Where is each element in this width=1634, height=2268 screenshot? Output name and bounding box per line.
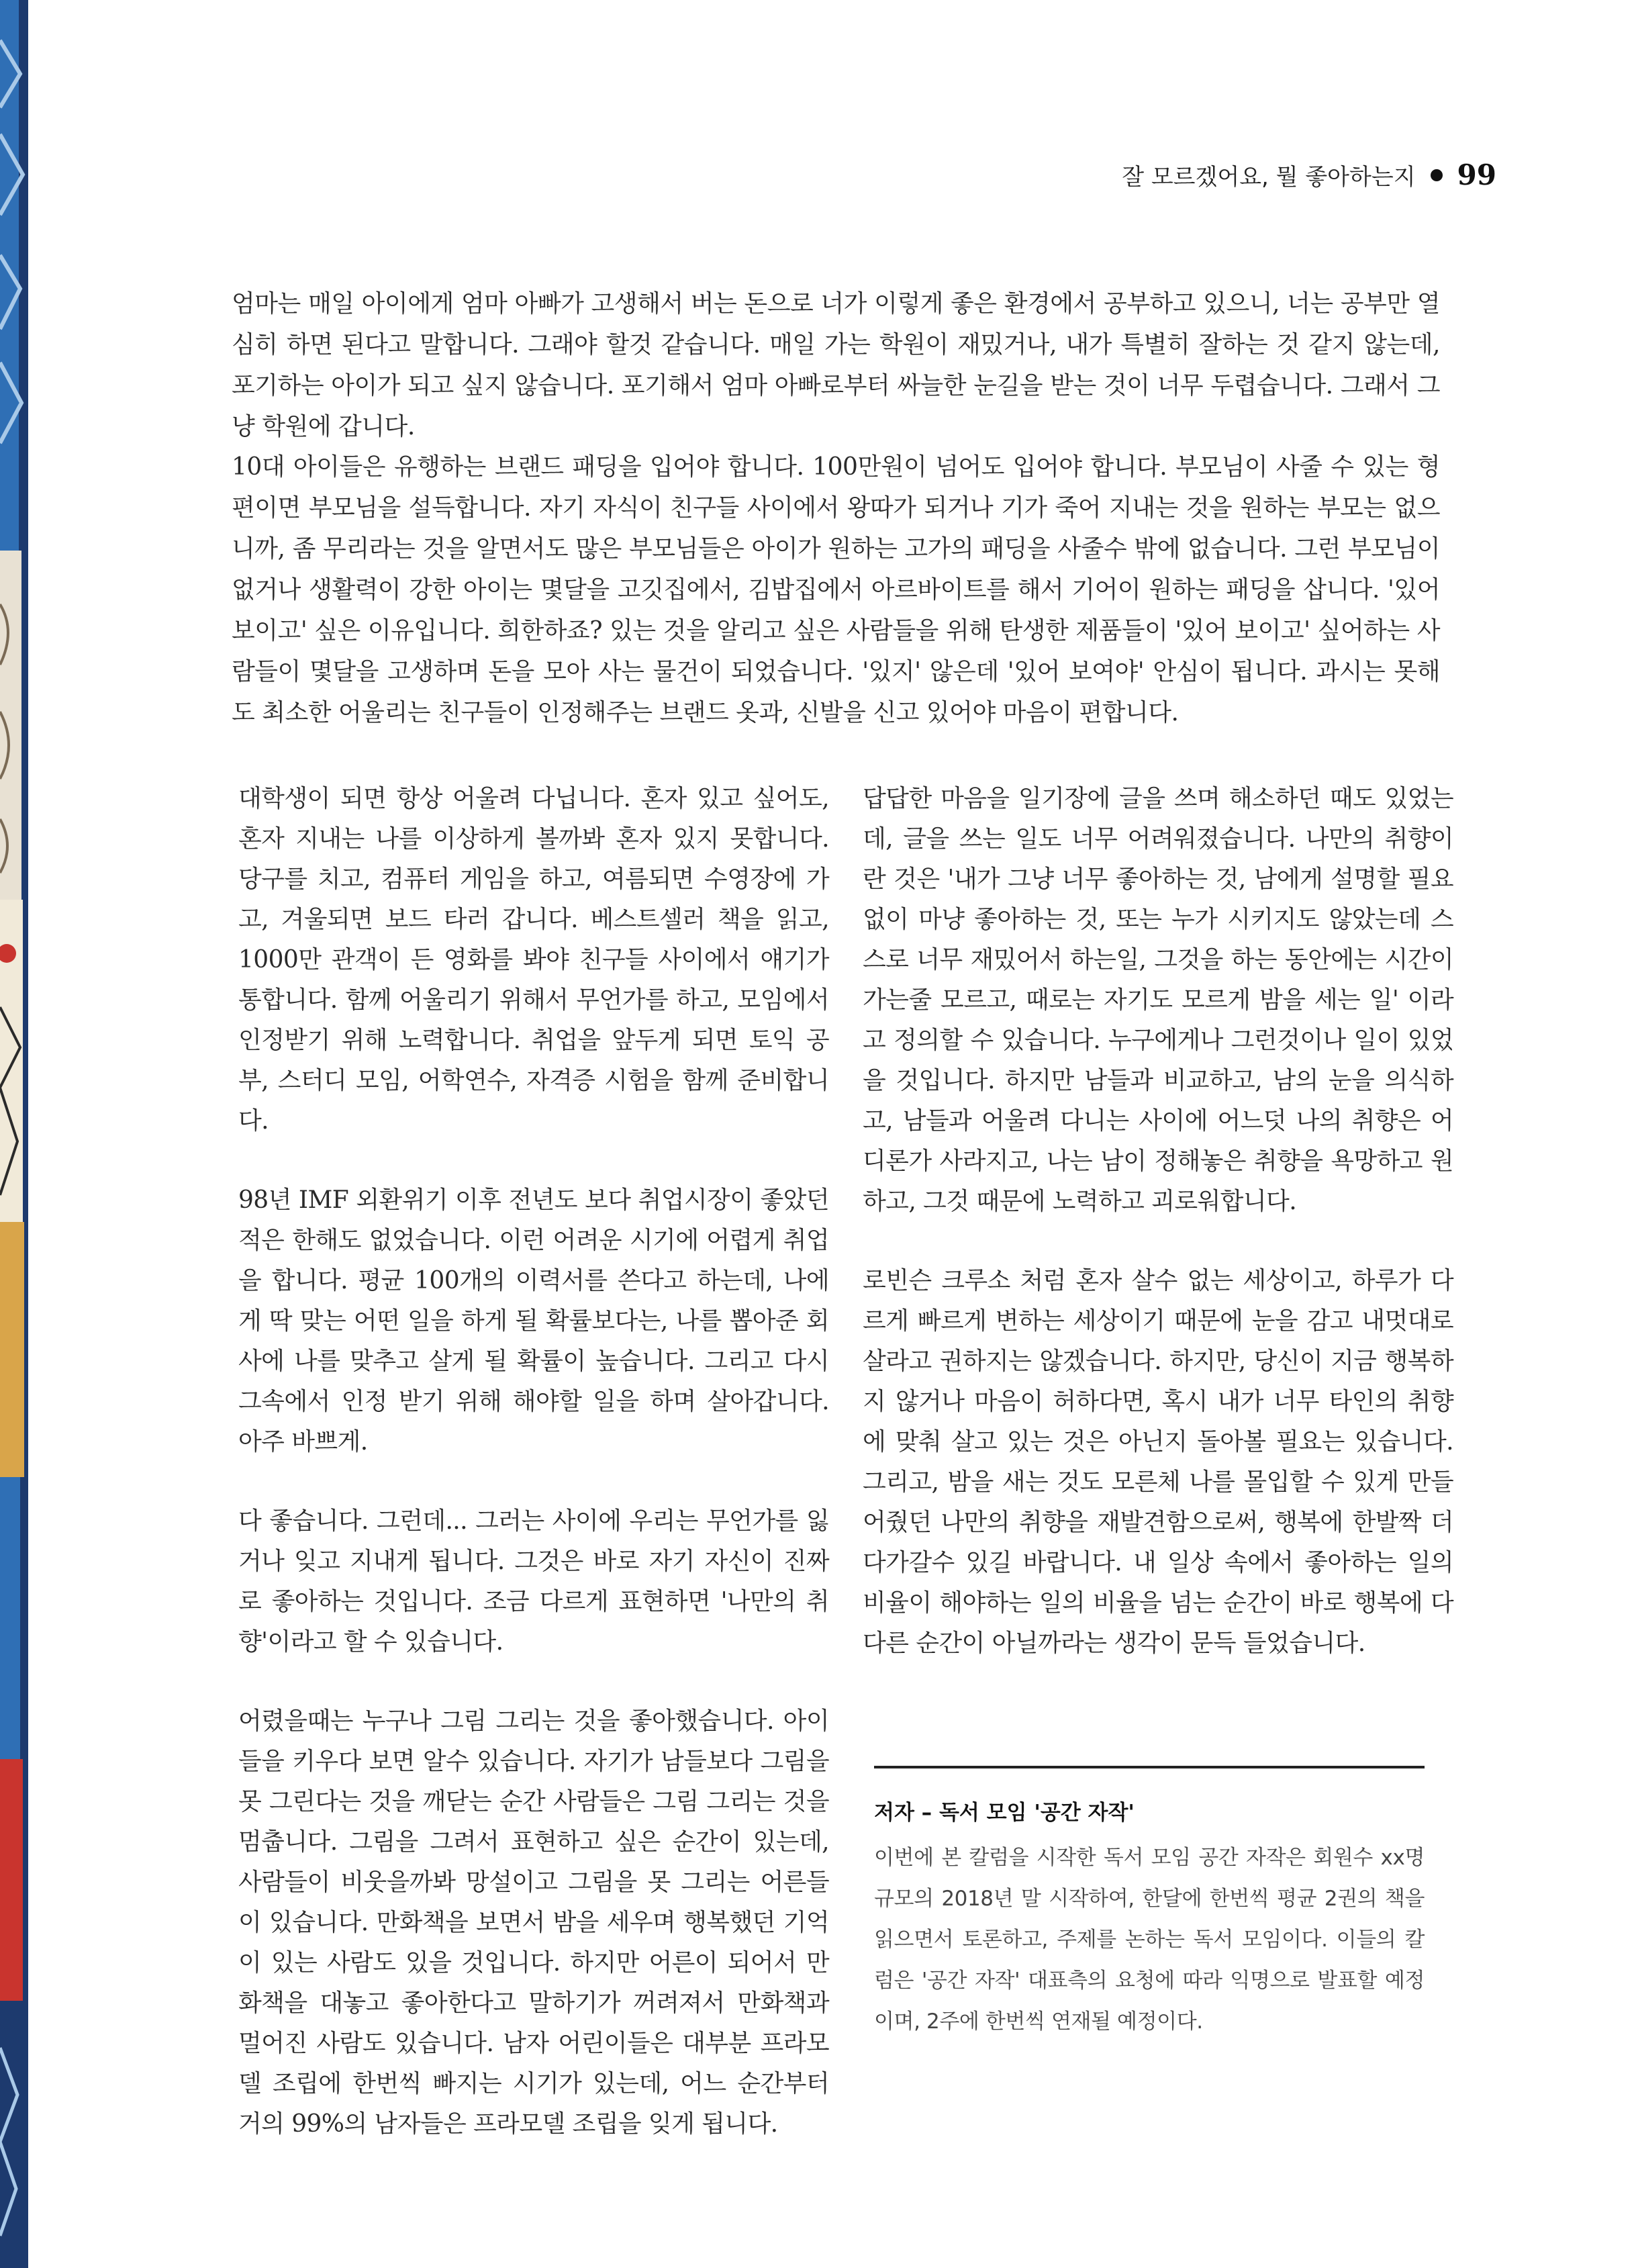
edge-illustration [0, 0, 28, 2268]
author-info-box [874, 1766, 1425, 2042]
paragraph: 다 좋습니다. 그런데... 그러는 사이에 우리는 무언가를 잃거나 잊고 지내게 됩니다. 그것은 바로 자기 자신이 진짜로 좋아하는 것입니다. 조금 다르게 표현하면 '나만의 취향'이라고 할 수 있습니다. [238, 1507, 829, 1656]
edge-illustration-art [0, 0, 28, 2268]
running-header [1122, 158, 1496, 191]
divider [874, 1766, 1425, 1768]
paragraph: 로빈슨 크루소 처럼 혼자 살수 없는 세상이고, 하루가 다르게 빠르게 변하는 세상이기 때문에 눈을 감고 내멋대로 살라고 권하지는 않겠습니다. 하지만, 당신이 지금 행복하지 않거나 마음이 허하다면, 혹시 내가 너무 타인의 취향에 맞춰 살고 있는 것은 아닌지 돌아볼 필요는 있습니다. 그리고, 밤을 새는 것도 모른체 나를 몰입할 수 있게 만들어줬던 나만의 취향을 재발견함으로써, 행복에 한발짝 더 다가갈수 있길 바랍니다. 내 일상 속에서 좋아하는 일의 비율이 해야하는 일의 비율을 넘는 순간이 바로 행복에 다다른 순간이 아닐까라는 생각이 문득 들었습니다. [863, 1267, 1453, 1657]
paragraph-text: 10대 아이들은 유행하는 브랜드 패딩을 입어야 합니다. 100만원이 넘어도 입어야 합니다. 부모님이 사줄 수 있는 형편이면 부모님을 설득합니다. 자기 자식이 친구들 사이에서 왕따가 되거나 기가 죽어 지내는 것을 원하는 부모는 없으니까, 좀 무리라는 것을 알면서도 많은 부모님들은 아이가 원하는 고가의 패딩을 사줄수 밖에 없습니다. 그런 부모님이 없거나 생활력이 강한 아이는 몇달을 고깃집에서, 김밥집에서 아르바이트를 해서 기어이 원하는 패딩을 삽니다. '있어 보이고' 싶은 이유입니다. 희한하죠? 있는 것을 알리고 싶은 사람들을 위해 탄생한 제품들이 '있어 보이고' 싶어하는 사람들이 몇달을 고생하며 돈을 모아 사는 물건이 되었습니다. '있지' 않은데 '있어 보여야' 안심이 됩니다. 과시는 못해도 최소한 어울리는 친구들이 인정해주는 브랜드 옷과, 신발을 신고 있어야 마음이 편합니다. [232, 453, 1440, 726]
bullet-dot-icon [1431, 169, 1443, 181]
paragraph: 대학생이 되면 항상 어울려 다닙니다. 혼자 있고 싶어도, 혼자 지내는 나를 이상하게 볼까봐 혼자 있지 못합니다. 당구를 치고, 컴퓨터 게임을 하고, 여름되면 수영장에 가고, 겨울되면 보드 타러 갑니다. 베스트셀러 책을 읽고, 1000만 관객이 든 영화를 봐야 친구들 사이에서 얘기가 통합니다. 함께 어울리기 위해서 무언가를 하고, 모임에서 인정받기 위해 노력합니다. 취업을 앞두게 되면 토익 공부, 스터디 모임, 어학연수, 자격증 시험을 함께 준비합니다. [238, 785, 829, 1135]
author-title: 저자 – 독서 모임 '공간 자작' [874, 1801, 1135, 1825]
left-column [238, 779, 829, 2183]
intro-paragraph-1 [232, 283, 1440, 447]
paragraph: 어렸을때는 누구나 그림 그리는 것을 좋아했습니다. 아이들을 키우다 보면 알수 있습니다. 자기가 남들보다 그림을 못 그린다는 것을 깨닫는 순간 사람들은 그림 그리는 것을 멈춥니다. 그림을 그려서 표현하고 싶은 순간이 있는데, 사람들이 비웃을까봐 망설이고 그림을 못 그리는 어른들이 있습니다. 만화책을 보면서 밤을 세우며 행복했던 기억이 있는 사람도 있을 것입니다. 하지만 어른이 되어서 만화책을 대놓고 좋아한다고 말하기가 꺼려져서 만화책과 멀어진 사람도 있습니다. 남자 어린이들은 대부분 프라모델 조립에 한번씩 빠지는 시기가 있는데, 어느 순간부터 거의 99%의 남자들은 프라모델 조립을 잊게 됩니다. [238, 1707, 829, 2138]
author-description: 이번에 본 칼럼을 시작한 독서 모임 공간 자작은 회원수 xx명 규모의 2018년 말 시작하여, 한달에 한번씩 평균 2권의 책을 읽으면서 토론하고, 주제를 논하는 독서 모임이다. 이들의 칼럼은 '공간 자작' 대표측의 요청에 따라 익명으로 발표할 예정이며, 2주에 한번씩 연재될 예정이다. [874, 1846, 1425, 2034]
right-column [863, 779, 1453, 1703]
paragraph: 98년 IMF 외환위기 이후 전년도 보다 취업시장이 좋았던 적은 한해도 없었습니다. 이런 어려운 시기에 어렵게 취업을 합니다. 평균 100개의 이력서를 쓴다고 하는데, 나에게 딱 맞는 어떤 일을 하게 될 확률보다는, 나를 뽑아준 회사에 나를 맞추고 살게 될 확률이 높습니다. 그리고 다시 그속에서 인정 받기 위해 해야할 일을 하며 살아갑니다. 아주 바쁘게. [238, 1186, 829, 1456]
paragraph-text: 엄마는 매일 아이에게 엄마 아빠가 고생해서 버는 돈으로 너가 이렇게 좋은 환경에서 공부하고 있으니, 너는 공부만 열심히 하면 된다고 말합니다. 그래야 할것 같습니다. 매일 가는 학원이 재밌거나, 내가 특별히 잘하는 것 같지 않는데, 포기하는 아이가 되고 싶지 않습니다. 포기해서 엄마 아빠로부터 싸늘한 눈길을 받는 것이 너무 두렵습니다. 그래서 그냥 학원에 갑니다. [232, 290, 1440, 440]
section-title: 잘 모르겠어요, 뭘 좋아하는지 [1122, 164, 1416, 191]
paragraph: 답답한 마음을 일기장에 글을 쓰며 해소하던 때도 있었는데, 글을 쓰는 일도 너무 어려워졌습니다. 나만의 취향이란 것은 '내가 그냥 너무 좋아하는 것, 남에게 설명할 필요없이 마냥 좋아하는 것, 또는 누가 시키지도 않았는데 스스로 너무 재밌어서 하는일, 그것을 하는 동안에는 시간이 가는줄 모르고, 때로는 자기도 모르게 밤을 세는 일' 이라고 정의할 수 있습니다. 누구에게나 그런것이나 일이 있었을 것입니다. 하지만 남들과 비교하고, 남의 눈을 의식하고, 남들과 어울려 다니는 사이에 어느덧 나의 취향은 어디론가 사라지고, 나는 남이 정해놓은 취향을 욕망하고 원하고, 그것 때문에 노력하고 괴로워합니다. [863, 785, 1453, 1215]
page-number: 99 [1457, 158, 1496, 191]
intro-paragraph-2 [232, 446, 1440, 733]
